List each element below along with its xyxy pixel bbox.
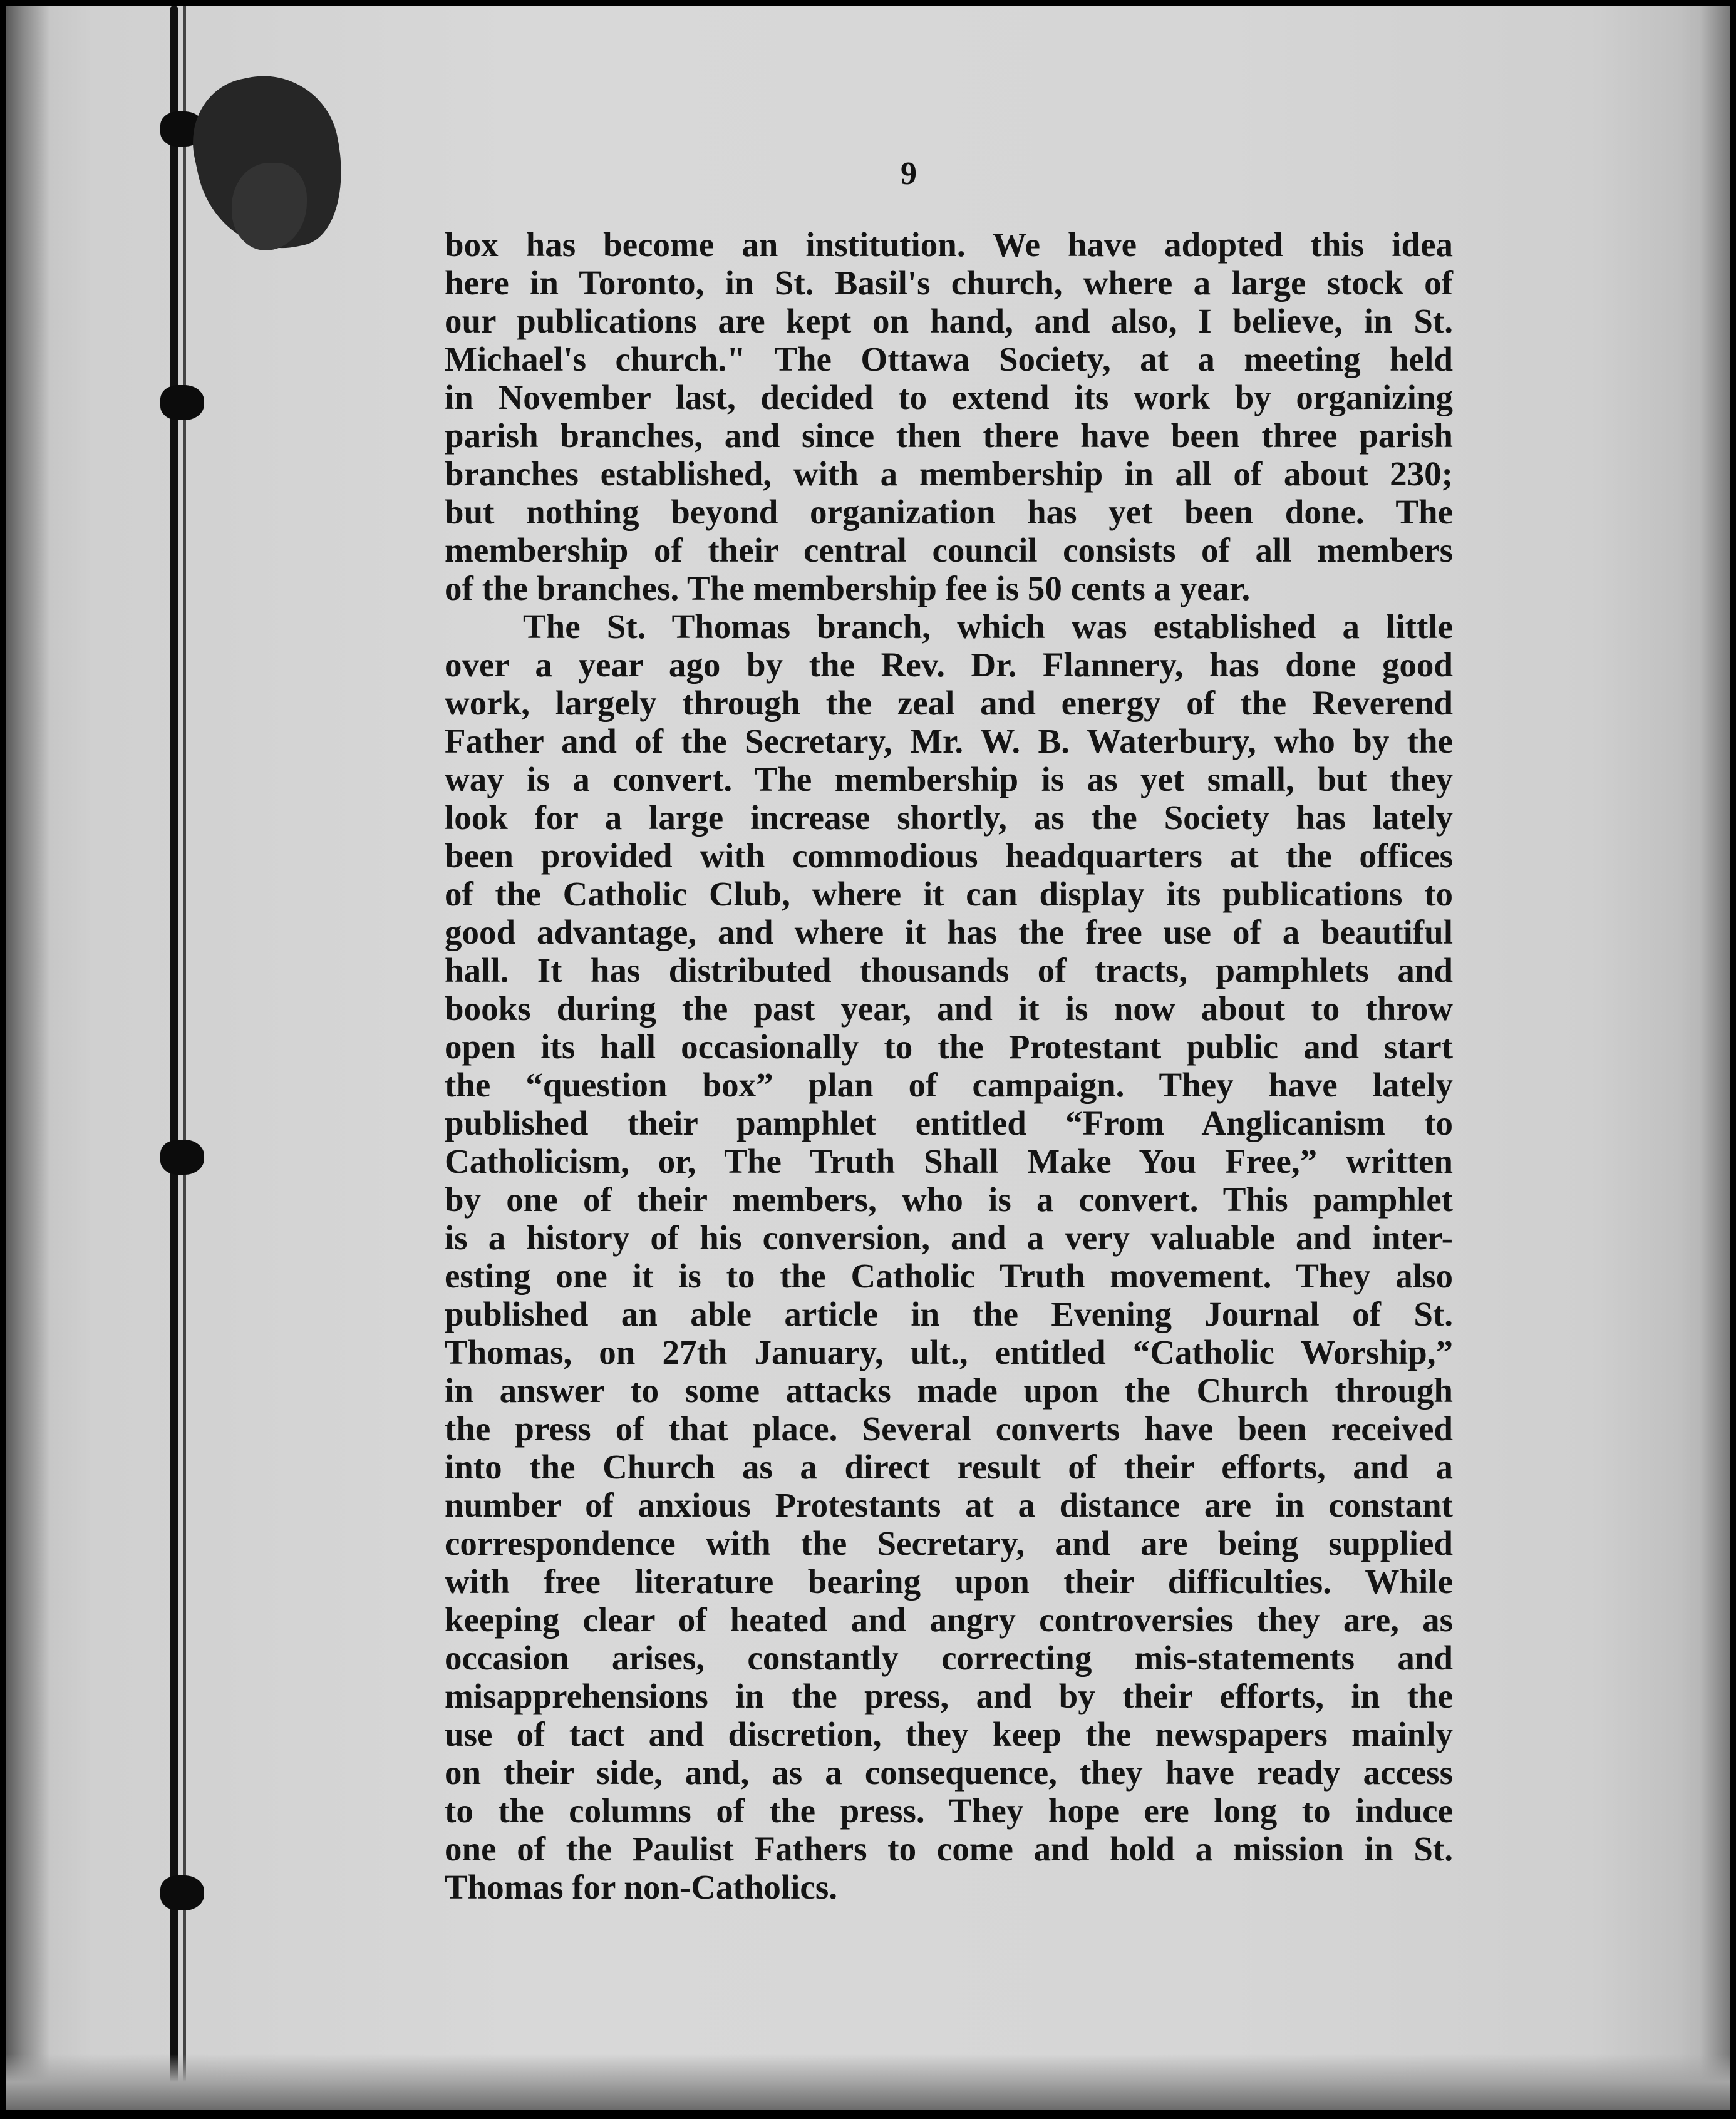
- text-line: books during the past year, and it is now about to throw: [445, 989, 1453, 1028]
- text-line: Father and of the Secretary, Mr. W. B. Waterbury, who by the: [445, 722, 1453, 760]
- text-line: in November last, decided to extend its work by organizing: [445, 378, 1453, 416]
- text-line: Thomas, on 27th January, ult., entitled “Catholic Worship,”: [445, 1333, 1453, 1371]
- binding-stitch: [160, 385, 204, 420]
- gutter-shadow: [6, 6, 50, 2110]
- text-line: Michael's church." The Ottawa Society, at a meeting held: [445, 340, 1453, 378]
- text-line: to the columns of the press. They hope ere long to induce: [445, 1792, 1453, 1830]
- text-line: one of the Paulist Fathers to come and hold a mission in St.: [445, 1830, 1453, 1868]
- text-line: use of tact and discretion, they keep the newspapers mainly: [445, 1715, 1453, 1753]
- binding-stitch: [160, 1140, 204, 1175]
- binding-stitch: [160, 1875, 204, 1910]
- text-line: open its hall occasionally to the Protestant public and start: [445, 1028, 1453, 1066]
- text-line: is a history of his conversion, and a very valuable and inter-: [445, 1219, 1453, 1257]
- text-line: our publications are kept on hand, and also, I believe, in St.: [445, 302, 1453, 340]
- text-line: branches established, with a membership in all of about 230;: [445, 455, 1453, 493]
- text-line: over a year ago by the Rev. Dr. Flannery, has done good: [445, 646, 1453, 684]
- text-line: parish branches, and since then there have been three parish: [445, 416, 1453, 455]
- text-line: here in Toronto, in St. Basil's church, where a large stock of: [445, 264, 1453, 302]
- text-line: look for a large increase shortly, as the Society has lately: [445, 798, 1453, 837]
- text-line: box has become an institution. We have adopted this idea: [445, 225, 1453, 264]
- text-line: been provided with commodious headquarters at the offices: [445, 837, 1453, 875]
- text-line: good advantage, and where it has the free use of a beautiful: [445, 913, 1453, 951]
- text-line: on their side, and, as a consequence, they have ready access: [445, 1753, 1453, 1792]
- text-line: published their pamphlet entitled “From Anglicanism to: [445, 1104, 1453, 1142]
- text-line: Catholicism, or, The Truth Shall Make You Free,” written: [445, 1142, 1453, 1180]
- text-line: the press of that place. Several converts have been received: [445, 1410, 1453, 1448]
- text-line: the “question box” plan of campaign. They have lately: [445, 1066, 1453, 1104]
- text-line: work, largely through the zeal and energy of the Reverend: [445, 684, 1453, 722]
- text-line: of the Catholic Club, where it can display its publications to: [445, 875, 1453, 913]
- text-line: correspondence with the Secretary, and are being supplied: [445, 1524, 1453, 1562]
- right-edge-shadow: [1680, 6, 1730, 2110]
- text-line: esting one it is to the Catholic Truth movement. They also: [445, 1257, 1453, 1295]
- page-number: 9: [901, 156, 917, 192]
- binding-line: [170, 6, 178, 2110]
- text-line: but nothing beyond organization has yet been done. The: [445, 493, 1453, 531]
- text-line: of the branches. The membership fee is 50 cents a year.: [445, 569, 1251, 607]
- text-line: The St. Thomas branch, which was established a little: [523, 607, 1453, 646]
- bottom-edge-shadow: [6, 2054, 1730, 2110]
- text-line: into the Church as a direct result of their efforts, and a: [445, 1448, 1453, 1486]
- text-line: occasion arises, constantly correcting mis-statements and: [445, 1639, 1453, 1677]
- text-line: with free literature bearing upon their difficulties. While: [445, 1562, 1453, 1601]
- text-line: misapprehensions in the press, and by their efforts, in the: [445, 1677, 1453, 1715]
- text-line: way is a convert. The membership is as yet small, but they: [445, 760, 1453, 798]
- text-line: hall. It has distributed thousands of tracts, pamphlets and: [445, 951, 1453, 989]
- text-line: by one of their members, who is a convert. This pamphlet: [445, 1180, 1453, 1219]
- text-line: published an able article in the Evening Journal of St.: [445, 1295, 1453, 1333]
- binding-edge: [183, 6, 186, 2110]
- text-line: membership of their central council consists of all members: [445, 531, 1453, 569]
- text-line: in answer to some attacks made upon the Church through: [445, 1371, 1453, 1410]
- text-line: keeping clear of heated and angry controversies they are, as: [445, 1601, 1453, 1639]
- scanned-page: [6, 6, 1730, 2110]
- text-line: number of anxious Protestants at a distance are in constant: [445, 1486, 1453, 1524]
- text-line: Thomas for non-Catholics.: [445, 1868, 837, 1906]
- body-text: [445, 225, 1453, 1906]
